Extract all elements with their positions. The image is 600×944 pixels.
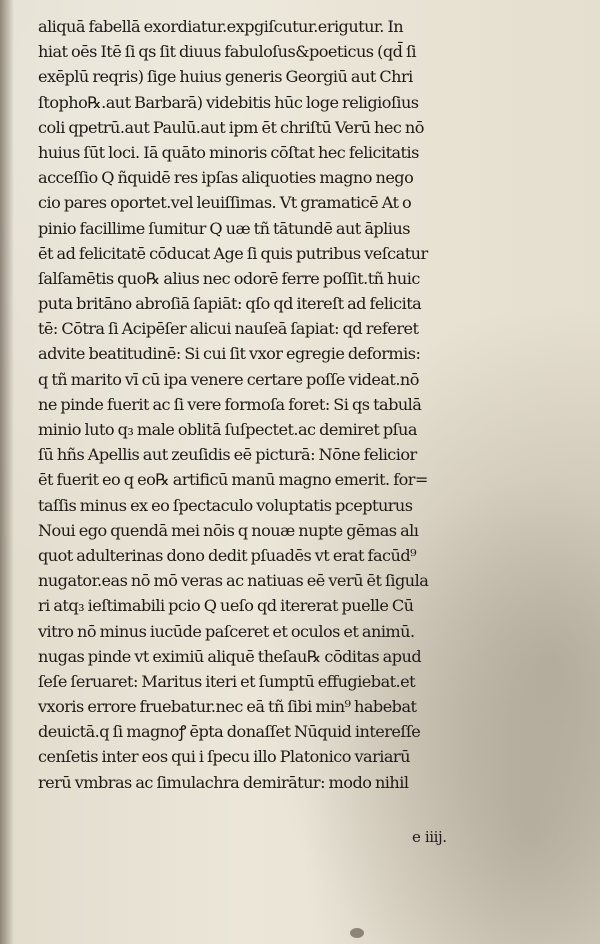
text-line: vxoris errore fruebatur.nec eā tñ ſibi min⁹ habebat bbox=[38, 697, 417, 717]
binding-gutter bbox=[0, 0, 14, 944]
text-line: rerū vmbras ac ſimulachra demirātur: modo nihil bbox=[38, 772, 409, 792]
text-line: hiat oēs Itē ſi qs ſit diuus fabuloſus&poeticus (qd̄ ſi bbox=[38, 42, 416, 62]
text-line: ſtopho℞.aut Barbarā) videbitis hūc loge religioſius bbox=[38, 92, 419, 112]
text-line: cenſetis inter eos qui i ſpecu illo Platonico variarū bbox=[38, 747, 410, 767]
text-line: deuictā.q ſi magnoꝭ ēpta donaſſet Nūquid intereſſe bbox=[38, 722, 421, 742]
text-line: puta britāno abroſiā ſapiāt: qſo qd itereſt ad felicita bbox=[38, 294, 422, 314]
text-line: q tñ marito vī cū ipa venere certare poſſe videat.nō bbox=[38, 369, 419, 389]
text-line: taſſis minus ex eo ſpectaculo voluptatis pcepturus bbox=[38, 495, 413, 515]
text-line: minio luto q₃ male oblitā ſuſpectet.ac demiret pſua bbox=[38, 420, 417, 439]
text-line: vitro nō minus iucūde paſceret et oculos et animū. bbox=[38, 621, 415, 641]
text-block bbox=[38, 14, 518, 795]
text-line: ēt fuerit eo q eo℞ artificū manū magno emerit. for= bbox=[38, 470, 428, 490]
text-line: nugator.eas nō mō veras ac natiuas eē verū ēt ſigula bbox=[38, 571, 429, 591]
text-line: acceſſio Q ñquidē res ipſas aliquoties magno nego bbox=[38, 168, 414, 188]
text-line: nugas pinde vt eximiū aliquē theſau℞ cōditas apud bbox=[38, 646, 422, 666]
text-line: aliquā fabellā exordiatur.expgiſcutur.erigutur. In bbox=[38, 17, 404, 36]
text-line: coli qpetrū.aut Paulū.aut ipm ēt chriſtū Verū hec nō bbox=[38, 117, 424, 137]
text-line: ſū hñs Apellis aut zeuſidis eē picturā: Nōne felicior bbox=[38, 445, 417, 465]
text-line: advite beatitudinē: Si cui ſit vxor egregie deformis: bbox=[38, 344, 421, 364]
text-line: ri atq₃ ieſtimabili pcio Q ueſo qd itererat puelle Cū bbox=[38, 596, 414, 616]
text-line: ſeſe ſeruaret: Maritus iteri et ſumptū effugiebat.et bbox=[38, 671, 416, 691]
text-line: ſalſamētis quo℞ alius nec odorē ferre poſſit.tñ huic bbox=[38, 268, 420, 288]
text-line: ēt ad felicitatē cōducat Age ſi quis putribus veſcatur bbox=[38, 243, 428, 263]
text-line: huius ſūt loci. Iā quāto minoris cōſtat hec felicitatis bbox=[38, 142, 419, 162]
signature-mark: e iiij. bbox=[412, 828, 447, 846]
text-line: quot adulterinas dono dedit pſuadēs vt erat facūd⁹ bbox=[38, 545, 417, 565]
text-line: Noui ego quendā mei nōis q nouæ nupte gēmas alı bbox=[38, 520, 419, 540]
text-line: tē: Cōtra ſi Acipēſer alicui nauſeā ſapiat: qd referet bbox=[38, 319, 419, 339]
ink-stain bbox=[350, 928, 364, 938]
text-line: exēplū reqris) ſige huius generis Georgiū aut Chri bbox=[38, 67, 413, 87]
text-line: pinio facillime ſumitur Q uæ tñ tātundē aut āplius bbox=[38, 218, 410, 238]
text-line: ne pinde fuerit ac ſi vere formoſa foret: Si qs tabulā bbox=[38, 394, 422, 414]
text-line: cio pares oportet.vel leuiſſimas. Vt gramaticē At o bbox=[38, 193, 412, 213]
